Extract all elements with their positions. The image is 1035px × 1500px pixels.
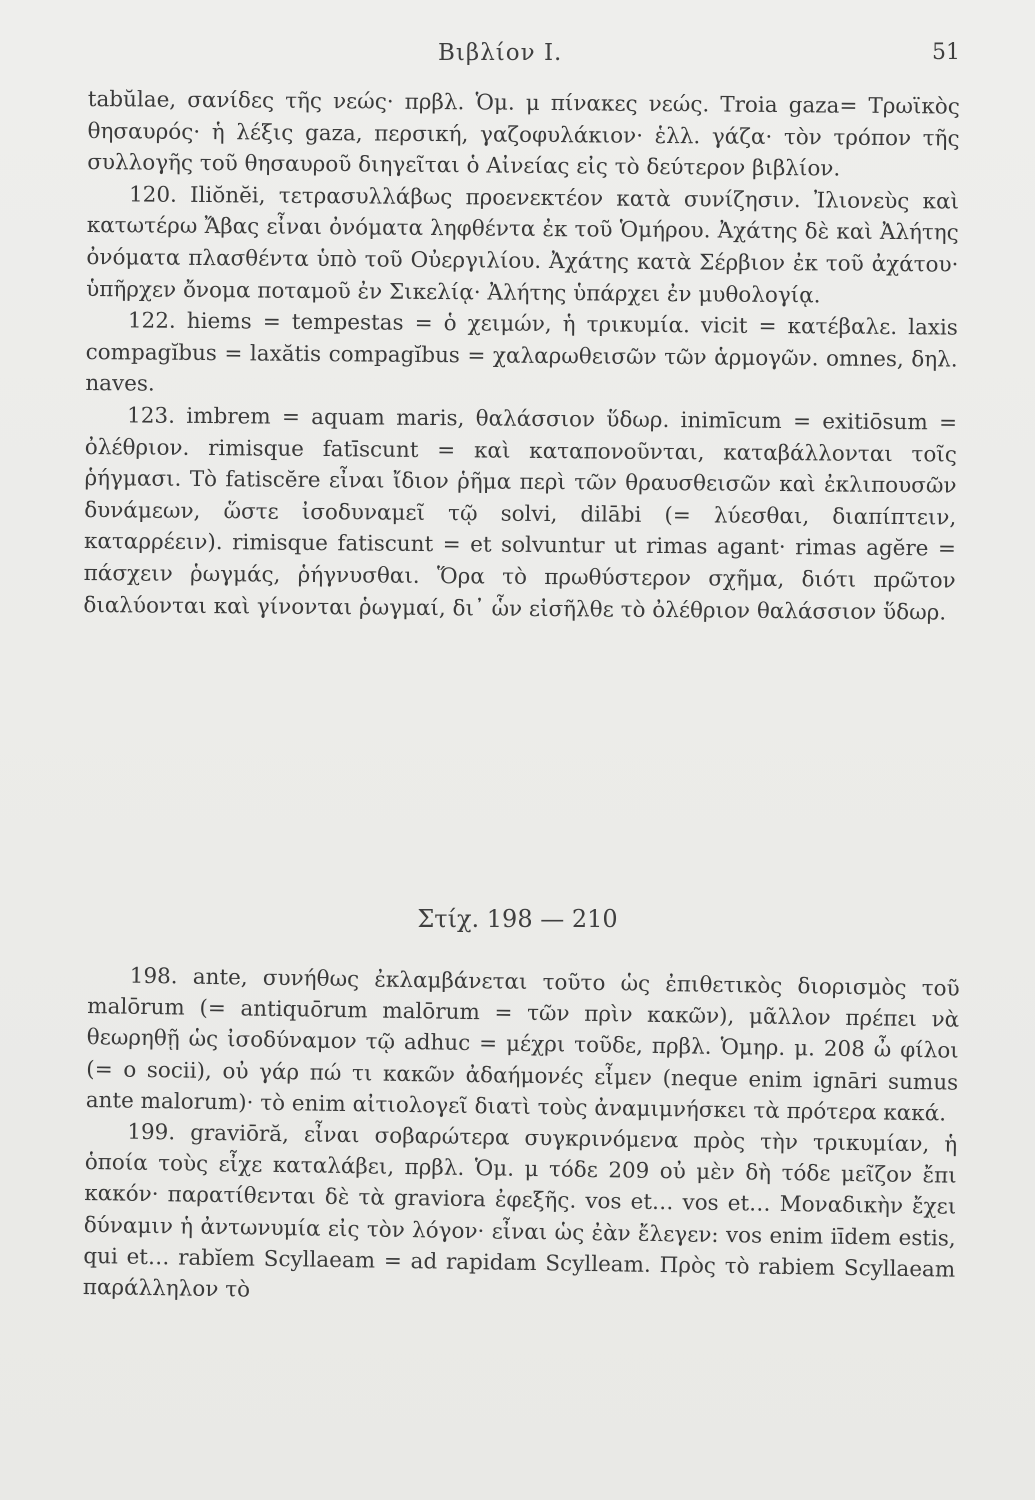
commentary-paragraph: 122. hiems = tempestas = ὁ χειμών, ἡ τρικυμία. vicit = κατέβαλε. laxis compagĭbus = laxătis compagĭbus = χαλαρωθεισῶν τῶν ἁρμογῶν. omnes, δηλ. naves. — [85, 308, 959, 397]
page-number: 51 — [932, 40, 960, 65]
commentary-paragraph: 123. imbrem = aquam maris, θαλάσσιον ὕδωρ. inimīcum = exitiōsum = ὀλέθριον. rimisque fatīscunt = καὶ καταπονοῦνται, καταβάλλονται τοῖς ῥήγμασι. Τὸ fatiscĕre εἶναι ἴδιον ῥῆμα περὶ τῶν θραυσθεισῶν καὶ ἐκλιπουσῶν δυνάμεων, ὥστε ἰσοδυναμεῖ τῷ solvi, dilābi (= λύεσθαι, διαπίπτειν, καταρρέειν). rimisque fatiscunt = et solvuntur ut rimas agant· rimas agĕre = πάσχειν ῥωγμάς, ῥήγνυσθαι. Ὅρα τὸ πρωθύστερον σχῆμα, διότι πρῶτον διαλύονται καὶ γίνονται ῥωγμαί, δι᾽ ὧν εἰσῆλθε τὸ ὀλέθριον θαλάσσιον ὕδωρ. — [83, 403, 958, 626]
section-heading — [0, 905, 1035, 933]
running-header — [0, 40, 1035, 74]
running-title: Βιβλίον I. — [438, 40, 563, 66]
commentary-block-2 — [83, 960, 960, 1317]
commentary-paragraph: 199. graviōră, εἶναι σοβαρώτερα συγκρινόμενα πρὸς τὴν τρικυμίαν, ἡ ὁποία τοὺς εἶχε καταλάβει, πρβλ. Ὁμ. μ τόδε 209 οὐ μὲν δὴ τόδε μεῖζον ἔπι κακόν· παρατίθενται δὲ τὰ graviora ἐφεξῆς. vos et… vos et… Μοναδικὴν ἔχει δύναμιν ἡ ἀντωνυμία εἰς τὸν λόγον· εἶναι ὡς ἐὰν ἔλεγεν: vos enim iīdem estis, qui et… rabĭem Scyllaeam = ad rapidam Scylleam. Πρὸς τὸ rabiem Scyllaeam παράλληλον τὸ — [82, 1119, 958, 1303]
commentary-paragraph: 120. Iliŏnĕi, τετρασυλλάβως προενεκτέον κατὰ συνίζησιν. Ἰλιονεὺς καὶ κατωτέρω Ἄβας εἶναι ὀνόματα ληφθέντα ἐκ τοῦ Ὁμήρου. Ἀχάτης δὲ καὶ Ἀλήτης ὀνόματα πλασθέντα ὑπὸ τοῦ Οὐεργιλίου. Ἀχάτης κατὰ Σέρβιον ἐκ τοῦ ἀχάτου· ὑπῆρχεν ὄνομα ποταμοῦ ἐν Σικελίᾳ· Ἀλήτης ὑπάρχει ἐν μυθολογίᾳ. — [86, 182, 960, 308]
commentary-paragraph: tabŭlae, σανίδες τῆς νεώς· πρβλ. Ὁμ. μ πίνακες νεώς. Troia gaza= Τρωϊκὸς θησαυρός· ἡ λέξις gaza, περσική, γαζοφυλάκιον· ἑλλ. γάζα· τὸν τρόπον τῆς συλλογῆς τοῦ θησαυροῦ διηγεῖται ὁ Αἰνείας εἰς τὸ δεύτερον βιβλίον. — [87, 86, 960, 182]
commentary-block-1 — [83, 84, 960, 629]
section-heading-text: Στίχ. 198 — 210 — [417, 905, 618, 933]
commentary-paragraph: 198. ante, συνήθως ἐκλαμβάνεται τοῦτο ὡς ἐπιθετικὸς διορισμὸς τοῦ malōrum (= antiquōrum malōrum = τῶν πρὶν κακῶν), μᾶλλον πρέπει νὰ θεωρηθῇ ὡς ἰσοδύναμον τῷ adhuc = μέχρι τοῦδε, πρβλ. Ὁμηρ. μ. 208 ὦ φίλοι (= o socii), οὐ γάρ πώ τι κακῶν ἀδαήμονές εἶμεν (neque enim ignāri sumus ante malorum)· τὸ enim αἰτιολογεῖ διατὶ τοὺς ἀναμιμνήσκει τὰ πρότερα κακά. — [85, 963, 960, 1127]
